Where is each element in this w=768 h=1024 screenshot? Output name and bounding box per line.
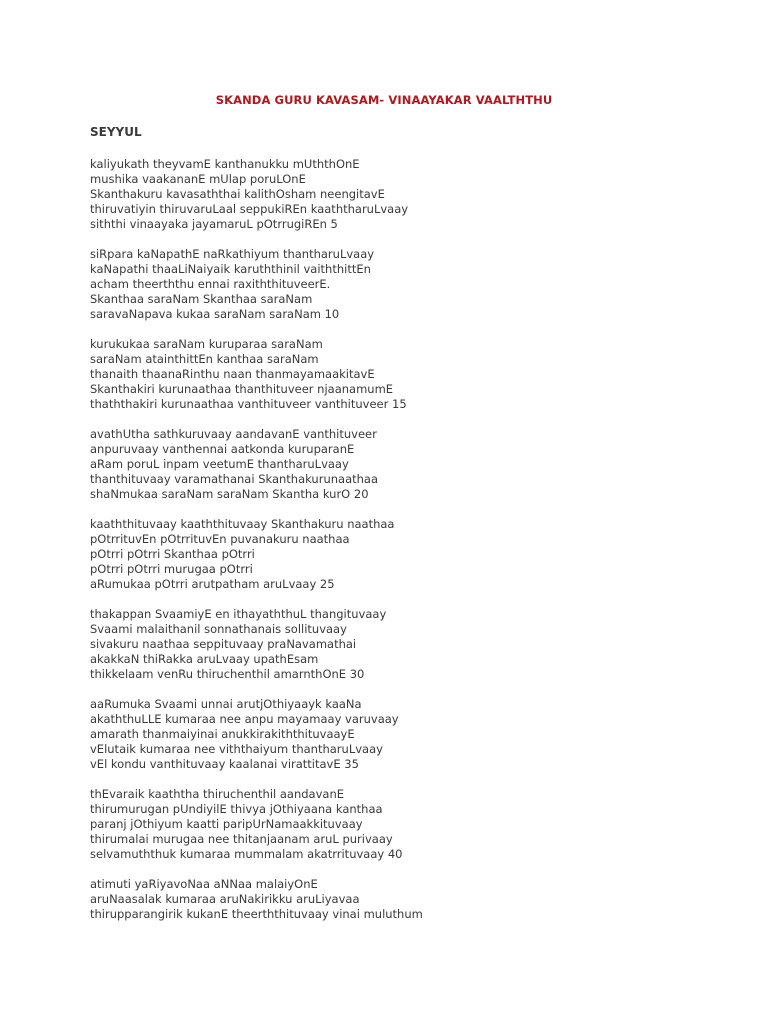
verse-line: akaththuLLE kumaraa nee anpu mayamaay varuvaay bbox=[90, 712, 399, 726]
verse-line: avathUtha sathkuruvaay aandavanE vanthituveer bbox=[90, 427, 377, 441]
verse-line: saraNam atainthittEn kanthaa saraNam bbox=[90, 352, 319, 366]
verse-body bbox=[90, 157, 730, 937]
verse-line: pOtrri pOtrri murugaa pOtrri bbox=[90, 562, 253, 576]
verse-line: aruNaasalak kumaraa aruNakirikku aruLiyavaa bbox=[90, 892, 360, 906]
verse-line: kurukukaa saraNam kuruparaa saraNam bbox=[90, 337, 323, 351]
verse-line: selvamuththuk kumaraa mummalam akatrrituvaay 40 bbox=[90, 847, 403, 861]
verse-line: thikkelaam venRu thiruchenthil amarnthOnE 30 bbox=[90, 667, 365, 681]
stanza bbox=[90, 607, 730, 682]
verse-line: thaththakiri kurunaathaa vanthituveer vanthituveer 15 bbox=[90, 397, 407, 411]
verse-line: Skanthakuru kavasaththai kalithOsham neengitavE bbox=[90, 187, 385, 201]
stanza bbox=[90, 427, 730, 502]
verse-line: pOtrri pOtrri Skanthaa pOtrri bbox=[90, 547, 255, 561]
section-heading: SEYYUL bbox=[90, 125, 142, 139]
verse-line: acham theerththu ennai raxiththituveerE. bbox=[90, 277, 331, 291]
stanza bbox=[90, 517, 730, 592]
verse-line: thanthituvaay varamathanai Skanthakurunaathaa bbox=[90, 472, 379, 486]
verse-line: Svaami malaithanil sonnathanais sollituvaay bbox=[90, 622, 347, 636]
verse-line: amarath thanmaiyinai anukkirakiththituvaayE bbox=[90, 727, 355, 741]
stanza bbox=[90, 247, 730, 322]
verse-line: kaliyukath theyvamE kanthanukku mUththOnE bbox=[90, 157, 360, 171]
verse-line: Skanthaa saraNam Skanthaa saraNam bbox=[90, 292, 313, 306]
verse-line: siRpara kaNapathE naRkathiyum thantharuLvaay bbox=[90, 247, 375, 261]
verse-line: anpuruvaay vanthennai aatkonda kuruparanE bbox=[90, 442, 355, 456]
stanza bbox=[90, 697, 730, 772]
verse-line: thirumalai murugaa nee thitanjaanam aruL purivaay bbox=[90, 832, 393, 846]
verse-line: thiruvatiyin thiruvaruLaal seppukiREn kaaththaruLvaay bbox=[90, 202, 409, 216]
verse-line: aRam poruL inpam veetumE thantharuLvaay bbox=[90, 457, 349, 471]
stanza bbox=[90, 787, 730, 862]
verse-line: thakappan SvaamiyE en ithayaththuL thangituvaay bbox=[90, 607, 387, 621]
stanza bbox=[90, 337, 730, 412]
verse-line: vEl kondu vanthituvaay kaalanai virattitavE 35 bbox=[90, 757, 359, 771]
verse-line: shaNmukaa saraNam saraNam Skantha kurO 20 bbox=[90, 487, 369, 501]
verse-line: thEvaraik kaaththa thiruchenthil aandavanE bbox=[90, 787, 345, 801]
verse-line: saravaNapava kukaa saraNam saraNam 10 bbox=[90, 307, 340, 321]
verse-line: vElutaik kumaraa nee viththaiyum thantharuLvaay bbox=[90, 742, 383, 756]
verse-line: mushika vaakananE mUlap poruLOnE bbox=[90, 172, 306, 186]
verse-line: kaaththituvaay kaaththituvaay Skanthakuru naathaa bbox=[90, 517, 395, 531]
verse-line: atimuti yaRiyavoNaa aNNaa malaiyOnE bbox=[90, 877, 318, 891]
verse-line: aRumukaa pOtrri arutpatham aruLvaay 25 bbox=[90, 577, 335, 591]
verse-line: pOtrrituvEn pOtrrituvEn puvanakuru naathaa bbox=[90, 532, 350, 546]
verse-line: akakkaN thiRakka aruLvaay upathEsam bbox=[90, 652, 319, 666]
verse-line: thanaith thaanaRinthu naan thanmayamaakitavE bbox=[90, 367, 375, 381]
verse-line: aaRumuka Svaami unnai arutjOthiyaayk kaaNa bbox=[90, 697, 362, 711]
verse-line: thirumurugan pUndiyilE thivya jOthiyaana kanthaa bbox=[90, 802, 383, 816]
verse-line: Skanthakiri kurunaathaa thanthituveer njaanamumE bbox=[90, 382, 394, 396]
verse-line: kaNapathi thaaLiNaiyaik karuththinil vaiththittEn bbox=[90, 262, 371, 276]
verse-line: thirupparangirik kukanE theerththituvaay vinai muluthum bbox=[90, 907, 423, 921]
stanza bbox=[90, 157, 730, 232]
verse-line: sivakuru naathaa seppituvaay praNavamathai bbox=[90, 637, 357, 651]
verse-line: paranj jOthiyum kaatti paripUrNamaakkituvaay bbox=[90, 817, 363, 831]
document-title: SKANDA GURU KAVASAM- VINAAYAKAR VAALTHTHU bbox=[215, 93, 553, 107]
stanza bbox=[90, 877, 730, 922]
verse-line: siththi vinaayaka jayamaruL pOtrrugiREn 5 bbox=[90, 217, 338, 231]
